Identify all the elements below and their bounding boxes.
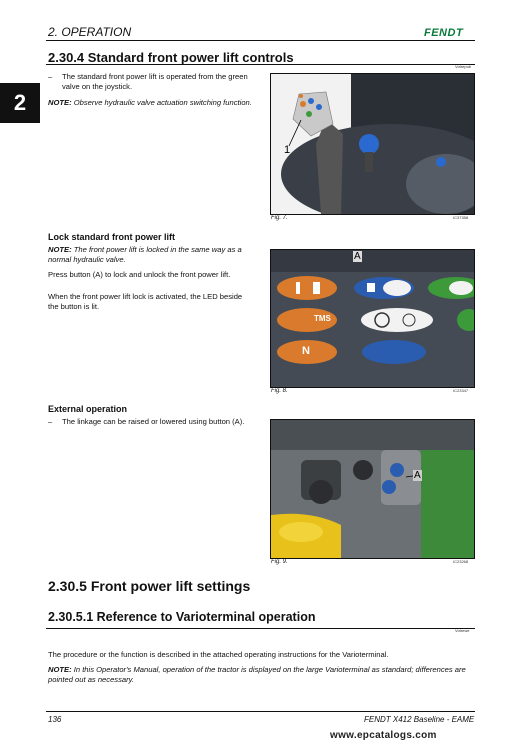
note-label: NOTE: (48, 665, 72, 674)
s1-bullet-text: The standard front power lift is operated from the green valve on the joystick. (62, 72, 248, 91)
note-label: NOTE: (48, 245, 72, 254)
lock-section-title: Lock standard front power lift (48, 232, 176, 242)
figure-7-caption: Fig. 7. (271, 215, 288, 221)
figure-8-caption: Fig. 8. (271, 388, 288, 394)
figure-9-caption: Fig. 9. (271, 559, 288, 565)
section-title-2-30-5-1: 2.30.5.1 Reference to Varioterminal operation (48, 610, 316, 624)
page-number: 136 (48, 715, 62, 724)
external-buttons-illustration (271, 420, 474, 558)
s2-paragraph-1: Press button (A) to lock and unlock the front power lift. (48, 270, 231, 279)
fendt-logo: FENDT (424, 27, 464, 39)
header-rule (46, 40, 475, 41)
figure-8-button-panel (270, 249, 475, 388)
figure-7-code: IC37358 (453, 215, 469, 220)
chapter-tab: 2 (0, 83, 40, 123)
s1-note (48, 98, 253, 108)
chapter-header-title: 2. OPERATION (48, 25, 132, 39)
callout-1: 1 (284, 144, 291, 156)
section-code: Votrewe (455, 628, 470, 633)
section-code: Votrepub (455, 64, 472, 69)
button-panel-illustration (271, 250, 474, 387)
callout-a: A (354, 251, 361, 262)
note-text: The front power lift is locked in the same way as a normal hydraulic valve. (48, 245, 242, 264)
section-title-2-30-4: 2.30.4 Standard front power lift controls (48, 50, 294, 65)
section-title-2-30-5: 2.30.5 Front power lift settings (48, 578, 251, 594)
joystick-illustration (271, 74, 474, 214)
s2-note (48, 245, 253, 265)
s3-bullet-text: The linkage can be raised or lowered using button (A). (62, 417, 245, 426)
figure-9-external-buttons (270, 419, 475, 559)
watermark: www.epcatalogs.com (330, 730, 437, 741)
tms-label: TMS (314, 314, 331, 323)
section-rule (46, 628, 475, 629)
s1-bullet: – The standard front power lift is operated from the green valve on the joystick. (48, 72, 253, 92)
neutral-label: N (302, 345, 310, 357)
s3-bullet: – The linkage can be raised or lowered using button (A). (48, 417, 253, 427)
callout-a: A (414, 470, 421, 481)
note-text: In this Operator's Manual, operation of the tractor is displayed on the large Varioterminal as standard; differences are pointed out as necessary. (48, 665, 466, 684)
footer-title: FENDT X412 Baseline - EAME (364, 715, 475, 724)
section-rule (46, 64, 475, 65)
note-text: Observe hydraulic valve actuation switching function. (73, 98, 252, 107)
external-operation-title: External operation (48, 404, 128, 414)
s5-note (48, 665, 478, 685)
s5-paragraph-1: The procedure or the function is described in the attached operating instructions for the Varioterminal. (48, 650, 389, 659)
note-label: NOTE: (48, 98, 72, 107)
figure-9-code: IC23268 (453, 559, 469, 564)
footer-rule (46, 711, 475, 712)
figure-7-joystick (270, 73, 475, 215)
figure-8-code: IC23347 (453, 388, 469, 393)
s2-paragraph-2: When the front power lift lock is activated, the LED beside the button is lit. (48, 292, 243, 311)
